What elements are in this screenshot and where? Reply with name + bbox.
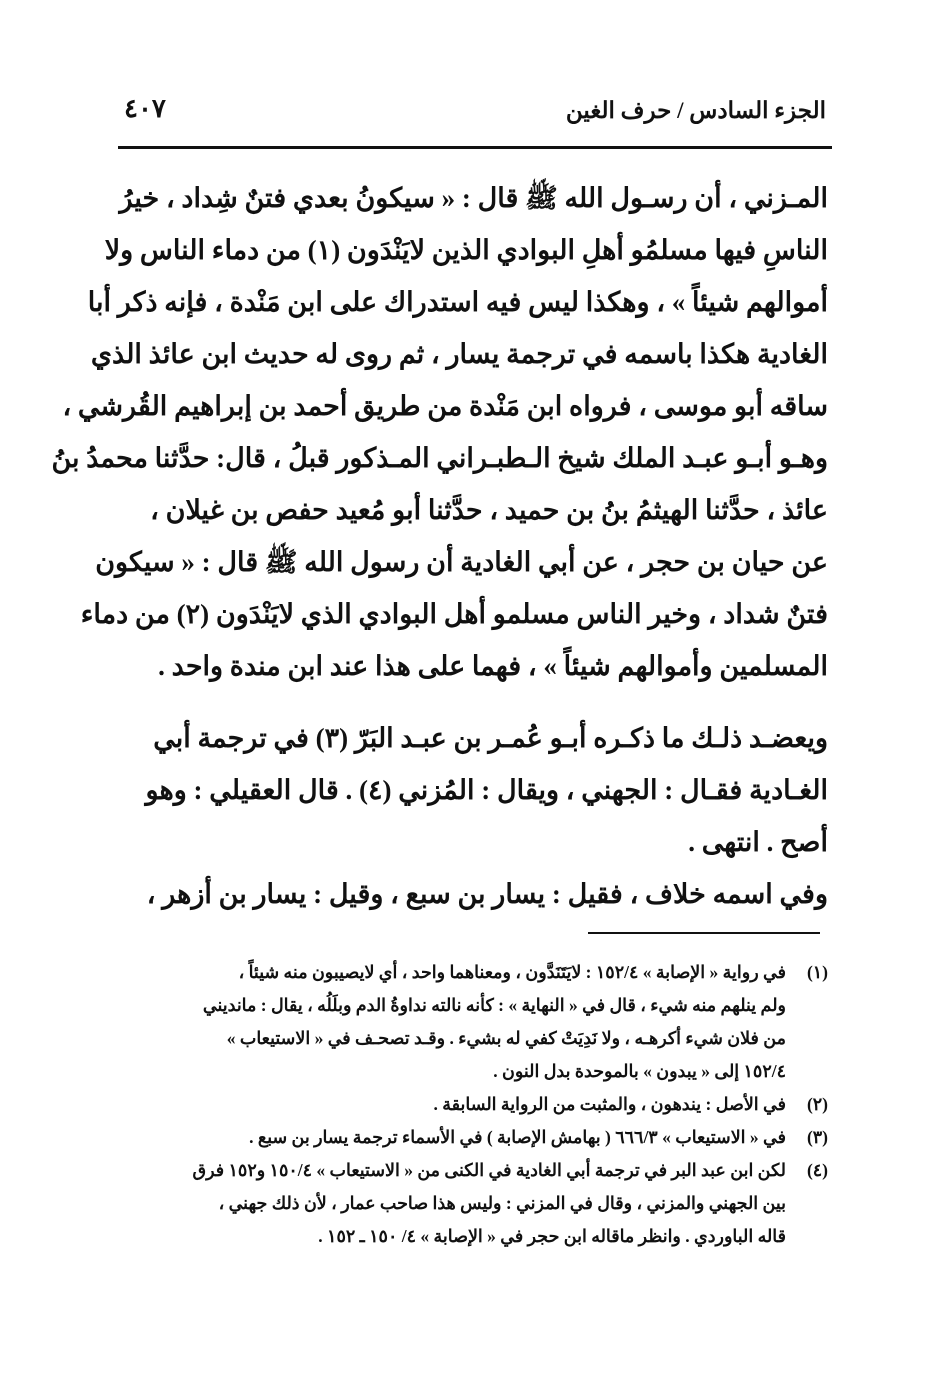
text-line: وفي اسمه خلاف ، فقيل : يسار بن سبع ، وقيل : يسار بن أزهر ، xyxy=(146,879,828,909)
footnote-line xyxy=(128,1154,828,1187)
text-line: فتنٌ شداد ، وخير الناس مسلمو أهل البوادي الذي لايَنْدَون (٢) من دماء xyxy=(80,599,828,629)
text-line: وهـو أبـو عبـد الملك شيخ الـطبـراني المـذكور قبلُ ، قال: حدَّثنا محمدُ بنُ xyxy=(51,443,828,473)
footnote-number: (١) xyxy=(806,962,828,982)
page-header xyxy=(120,92,830,140)
paragraph-gap xyxy=(128,692,828,712)
text-line: ويعضـد ذلـك ما ذكـره أبـو عُمـر بن عبـد البَرّ (٣) في ترجمة أبي xyxy=(153,723,828,753)
footnote-text: في رواية « الإصابة » ١٥٢/٤ : لايَتَنَدَّون ، ومعناهما واحد ، أي لايصيبون منه شيئاً ، xyxy=(238,962,786,982)
footnote-text: ولم ينلهم منه شيء ، قال في « النهاية » : كأنه نالته نداوةُ الدم وبلَلُه ، يقال : مانديني xyxy=(202,995,786,1015)
text-line: ساقه أبو موسى ، فرواه ابن مَنْدة من طريق أحمد بن إبراهيم القُرشي ، xyxy=(62,391,828,421)
footnote-number: (٤) xyxy=(806,1160,828,1180)
footnotes xyxy=(128,956,828,1253)
footnote-text: في الأصل : يندهون ، والمثبت من الرواية السابقة . xyxy=(433,1094,786,1114)
running-title: الجزء السادس / حرف الغين xyxy=(565,98,826,123)
footnote-number: (٢) xyxy=(806,1094,828,1114)
footnote-rule xyxy=(588,932,820,934)
footnote-text: في « الاستيعاب » ٦٦٦/٣ ( بهامش الإصابة ) في الأسماء ترجمة يسار بن سبع . xyxy=(249,1127,786,1147)
footnote-line xyxy=(128,956,828,989)
text-line: أصح . انتهى . xyxy=(688,827,828,857)
text-line: عائذ ، حدَّثنا الهيثمُ بنُ بن حميد ، حدَّثنا أبو مُعيد حفص بن غيلان ، xyxy=(150,495,828,525)
text-line: أموالهم شيئاً » ، وهكذا ليس فيه استدراك على ابن مَنْدة ، فإنه ذكر أبا xyxy=(87,287,828,317)
footnote-number: (٣) xyxy=(806,1127,828,1147)
footnote-text: لكن ابن عبد البر في ترجمة أبي الغادية في الكنى من « الاستيعاب » ١٥٠/٤ و١٥٢ فرق xyxy=(192,1160,786,1180)
footnote-line xyxy=(128,1220,828,1253)
text-line: الغـادية فقـال : الجهني ، ويقال : المُزني (٤) . قال العقيلي : وهو xyxy=(145,775,828,805)
text-line: عن حيان بن حجر ، عن أبي الغادية أن رسول الله ﷺ قال : « سيكون xyxy=(95,547,828,577)
text-line: المسلمين وأموالهم شيئاً » ، فهما على هذا عند ابن مندة واحد . xyxy=(158,651,828,681)
text-line: المـزني ، أن رسـول الله ﷺ قال : « سيكونُ بعدي فتنٌ شِداد ، خيرُ xyxy=(119,183,828,213)
footnote-line xyxy=(128,1022,828,1055)
text-line: الغادية هكذا باسمه في ترجمة يسار ، ثم روى له حديث ابن عائذ الذي xyxy=(90,339,828,369)
footnote-line xyxy=(128,1055,828,1088)
page-number: ٤٠٧ xyxy=(124,94,166,123)
footnote-line xyxy=(128,989,828,1022)
footnote-text: من فلان شيء أكرهـه ، ولا نَدِيَتْ كفي له بشيء . وقـد تصحـف في « الاستيعاب » xyxy=(226,1028,786,1048)
footnote-line xyxy=(128,1187,828,1220)
footnote-text: ١٥٢/٤ إلى « يبدون » بالموحدة بدل النون . xyxy=(493,1061,786,1081)
footnote-line xyxy=(128,1088,828,1121)
footnote-line xyxy=(128,1121,828,1154)
main-text xyxy=(51,172,828,920)
header-rule xyxy=(118,146,832,149)
footnote-text: بين الجهني والمزني ، وقال في المزني : وليس هذا صاحب عمار ، لأن ذلك جهني ، xyxy=(218,1193,786,1213)
footnote-text: قاله الباوردي . وانظر ماقاله ابن حجر في « الإصابة » ٤/ ١٥٠ ـ ١٥٢ . xyxy=(318,1226,786,1246)
text-line: الناسِ فيها مسلمُو أهلِ البوادي الذين لايَنْدَون (١) من دماء الناس ولا xyxy=(104,235,828,265)
